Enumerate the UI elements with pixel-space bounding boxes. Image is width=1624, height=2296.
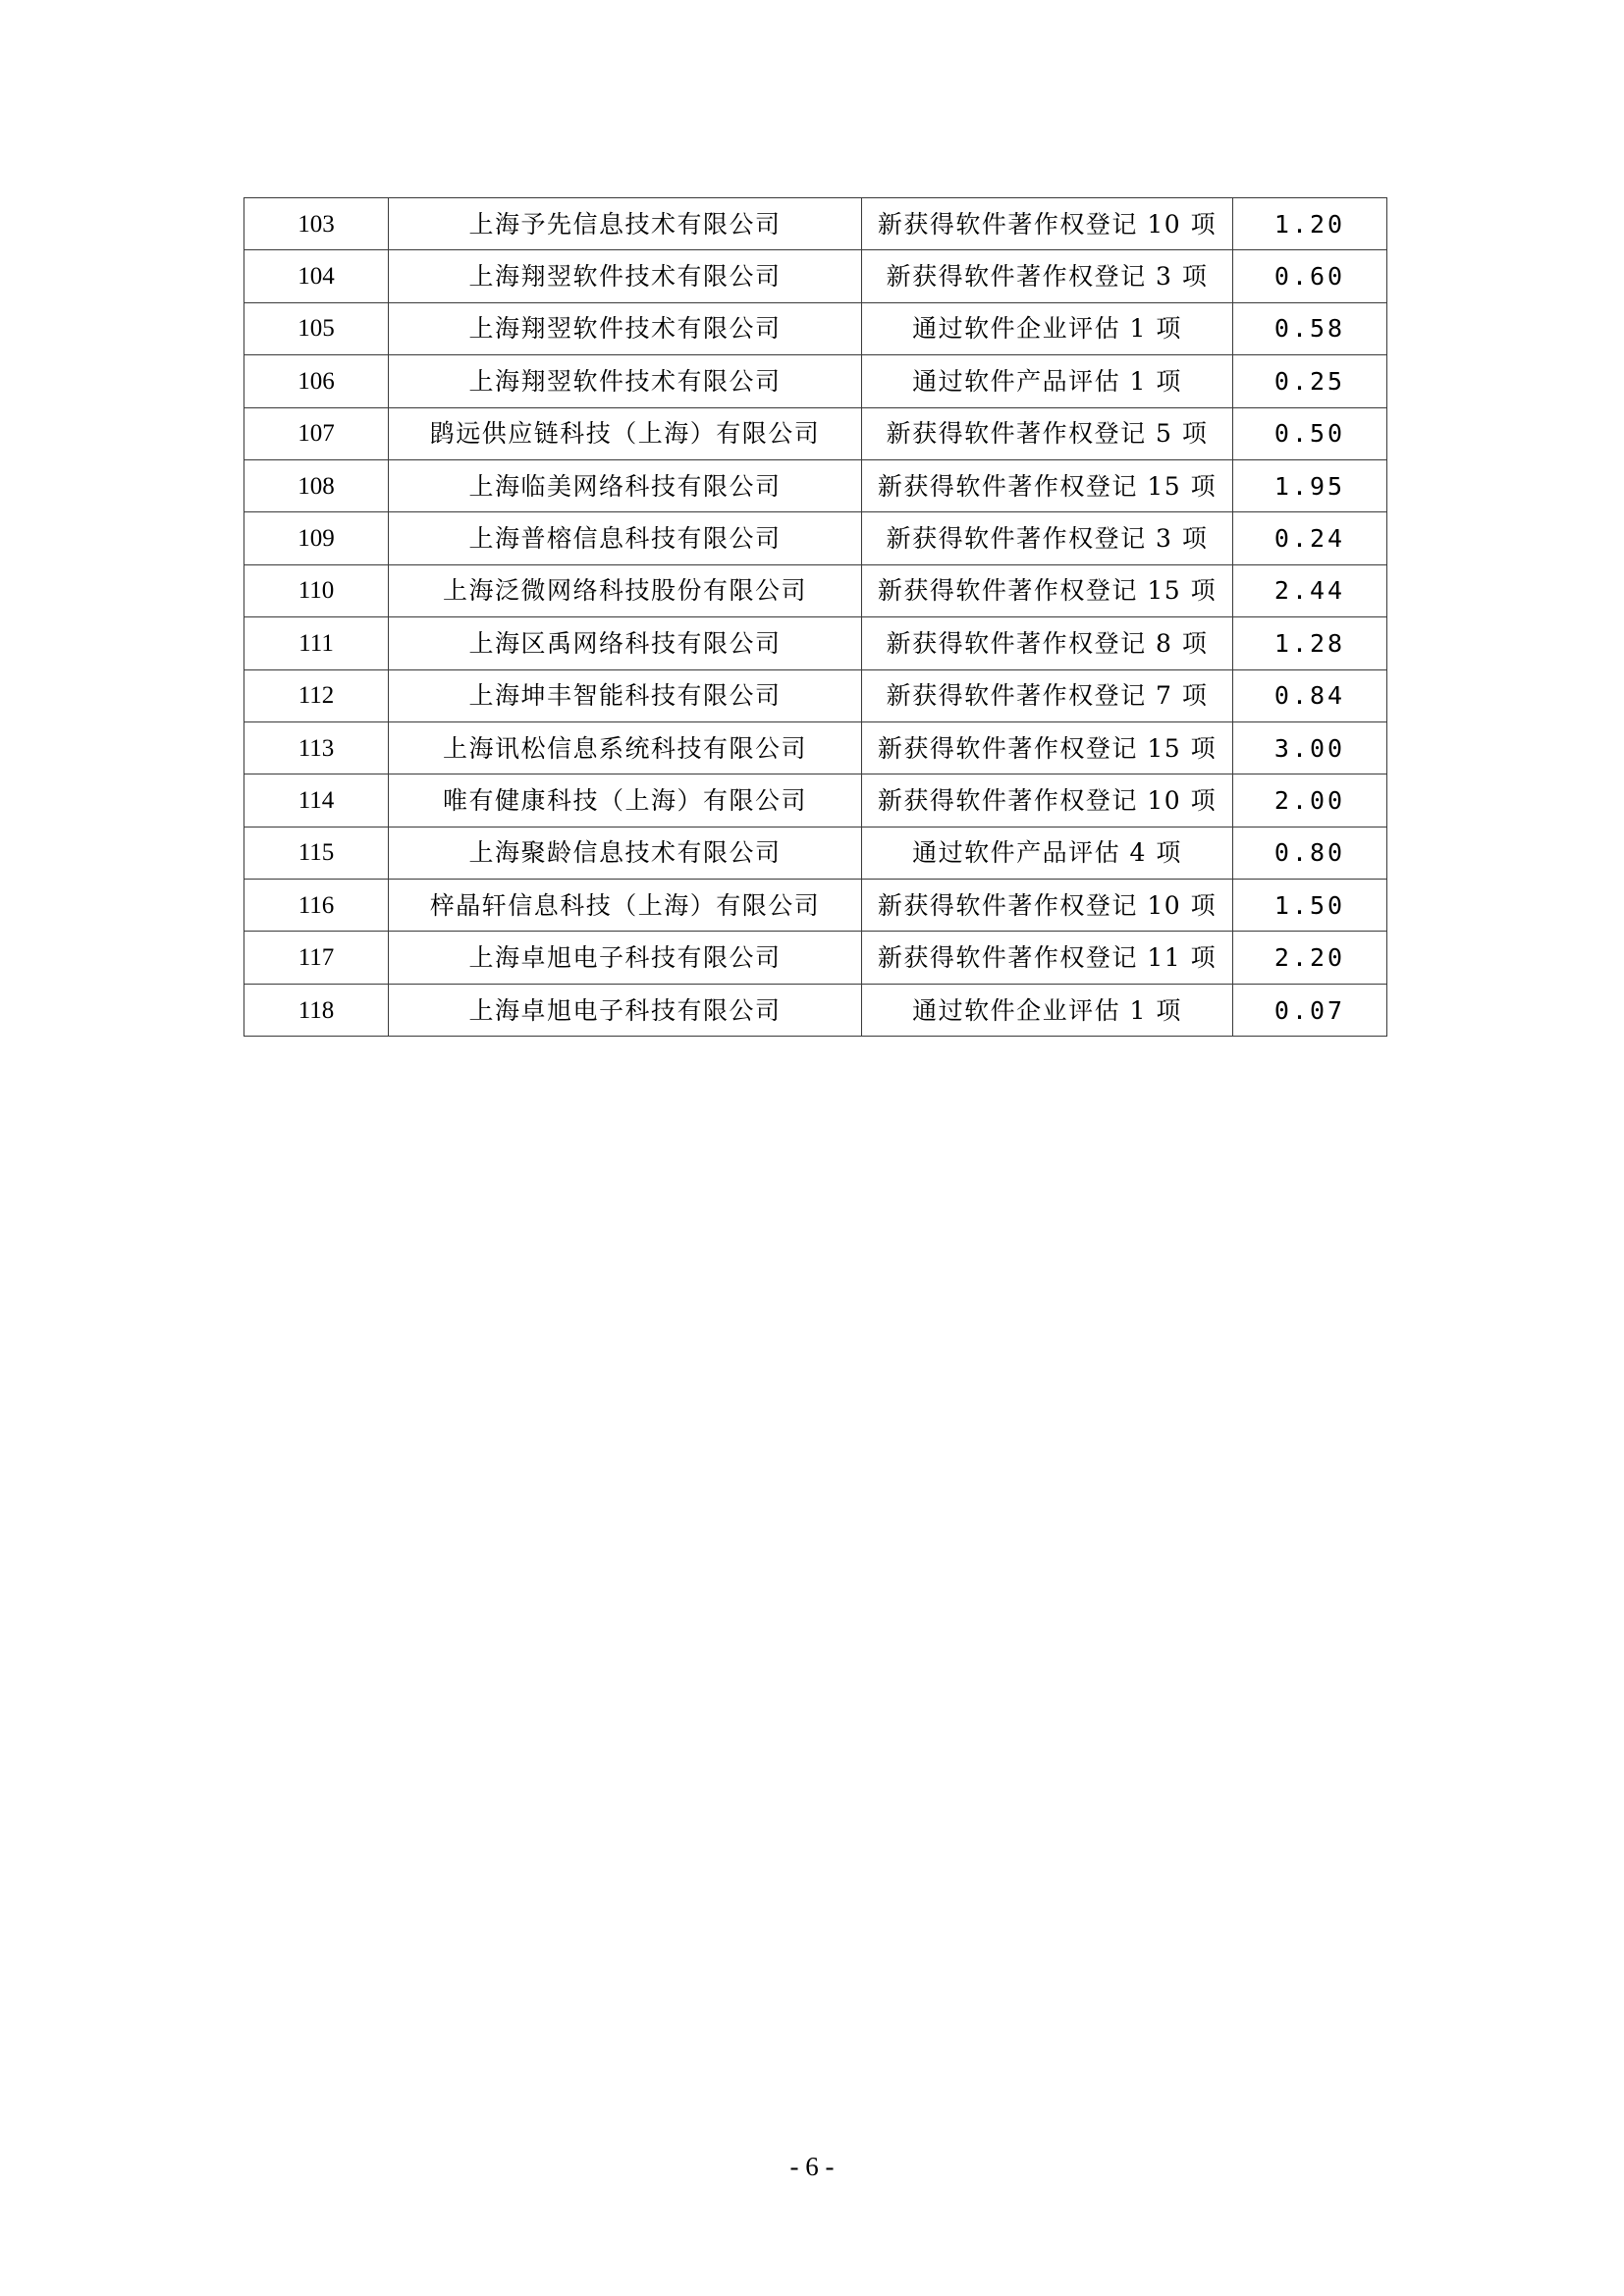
table-row (244, 827, 1387, 879)
award-item: 新获得软件著作权登记 10 项 (862, 880, 1233, 932)
award-item: 通过软件企业评估 1 项 (862, 302, 1233, 354)
table-row (244, 302, 1387, 354)
table-row (244, 721, 1387, 774)
company-name: 上海予先信息技术有限公司 (389, 198, 862, 250)
company-name: 上海普榕信息科技有限公司 (389, 512, 862, 564)
row-number: 110 (244, 564, 389, 616)
company-name: 唯有健康科技（上海）有限公司 (389, 774, 862, 827)
award-item: 通过软件产品评估 1 项 (862, 355, 1233, 407)
company-name: 上海翔翌软件技术有限公司 (389, 355, 862, 407)
company-name: 鹍远供应链科技（上海）有限公司 (389, 407, 862, 459)
award-amount: 2.44 (1233, 564, 1387, 616)
row-number: 111 (244, 617, 389, 669)
row-number: 108 (244, 459, 389, 511)
award-amount: 0.80 (1233, 827, 1387, 879)
award-item: 通过软件企业评估 1 项 (862, 984, 1233, 1036)
table-row (244, 880, 1387, 932)
row-number: 104 (244, 250, 389, 302)
row-number: 105 (244, 302, 389, 354)
table-row (244, 774, 1387, 827)
company-name: 梓晶轩信息科技（上海）有限公司 (389, 880, 862, 932)
award-amount: 0.24 (1233, 512, 1387, 564)
award-amount: 0.25 (1233, 355, 1387, 407)
company-name: 上海翔翌软件技术有限公司 (389, 250, 862, 302)
award-item: 新获得软件著作权登记 11 项 (862, 932, 1233, 984)
award-amount: 1.95 (1233, 459, 1387, 511)
award-table-body (244, 198, 1387, 1037)
table-row (244, 984, 1387, 1036)
company-name: 上海泛微网络科技股份有限公司 (389, 564, 862, 616)
table-row (244, 932, 1387, 984)
company-name: 上海翔翌软件技术有限公司 (389, 302, 862, 354)
award-amount: 0.07 (1233, 984, 1387, 1036)
table-row (244, 355, 1387, 407)
company-name: 上海卓旭电子科技有限公司 (389, 984, 862, 1036)
row-number: 118 (244, 984, 389, 1036)
award-amount: 1.50 (1233, 880, 1387, 932)
award-amount: 2.00 (1233, 774, 1387, 827)
award-item: 新获得软件著作权登记 10 项 (862, 198, 1233, 250)
row-number: 107 (244, 407, 389, 459)
row-number: 115 (244, 827, 389, 879)
award-item: 新获得软件著作权登记 3 项 (862, 512, 1233, 564)
company-name: 上海区禹网络科技有限公司 (389, 617, 862, 669)
table-row (244, 617, 1387, 669)
row-number: 113 (244, 721, 389, 774)
row-number: 116 (244, 880, 389, 932)
award-item: 新获得软件著作权登记 7 项 (862, 669, 1233, 721)
award-amount: 0.58 (1233, 302, 1387, 354)
table-row (244, 669, 1387, 721)
company-name: 上海坤丰智能科技有限公司 (389, 669, 862, 721)
row-number: 114 (244, 774, 389, 827)
table-row (244, 250, 1387, 302)
award-amount: 3.00 (1233, 721, 1387, 774)
row-number: 117 (244, 932, 389, 984)
table-row (244, 407, 1387, 459)
table-row (244, 564, 1387, 616)
award-amount: 1.28 (1233, 617, 1387, 669)
table-row (244, 198, 1387, 250)
table-row (244, 512, 1387, 564)
award-amount: 1.20 (1233, 198, 1387, 250)
company-name: 上海讯松信息系统科技有限公司 (389, 721, 862, 774)
row-number: 109 (244, 512, 389, 564)
award-item: 新获得软件著作权登记 8 项 (862, 617, 1233, 669)
award-amount: 0.84 (1233, 669, 1387, 721)
company-name: 上海临美网络科技有限公司 (389, 459, 862, 511)
award-item: 新获得软件著作权登记 15 项 (862, 459, 1233, 511)
award-amount: 2.20 (1233, 932, 1387, 984)
row-number: 106 (244, 355, 389, 407)
table-row (244, 459, 1387, 511)
row-number: 112 (244, 669, 389, 721)
award-amount: 0.50 (1233, 407, 1387, 459)
award-item: 新获得软件著作权登记 3 项 (862, 250, 1233, 302)
page-number: - 6 - (789, 2152, 835, 2181)
company-name: 上海聚龄信息技术有限公司 (389, 827, 862, 879)
award-item: 新获得软件著作权登记 5 项 (862, 407, 1233, 459)
row-number: 103 (244, 198, 389, 250)
award-item: 新获得软件著作权登记 15 项 (862, 564, 1233, 616)
award-table (244, 197, 1387, 1037)
company-name: 上海卓旭电子科技有限公司 (389, 932, 862, 984)
award-amount: 0.60 (1233, 250, 1387, 302)
award-item: 新获得软件著作权登记 15 项 (862, 721, 1233, 774)
award-item: 新获得软件著作权登记 10 项 (862, 774, 1233, 827)
award-item: 通过软件产品评估 4 项 (862, 827, 1233, 879)
